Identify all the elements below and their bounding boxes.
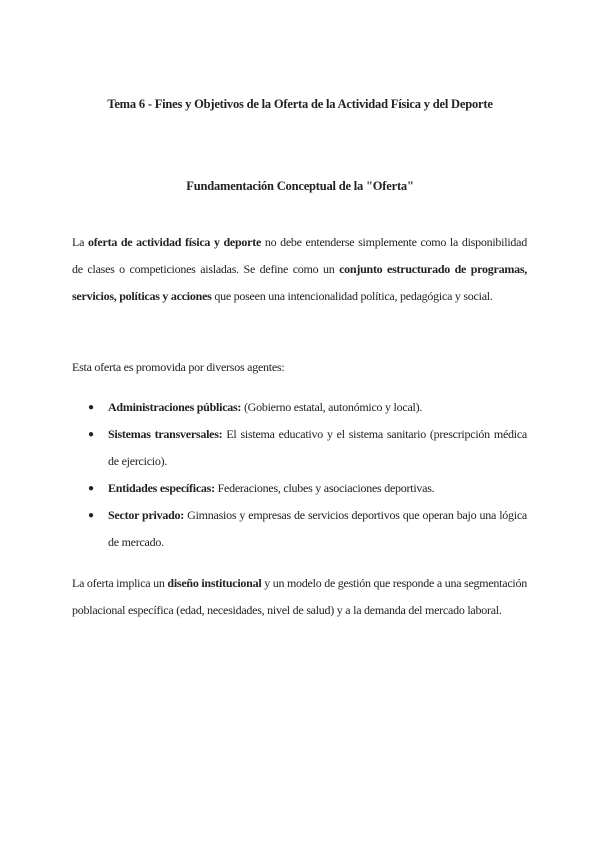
paragraph-text: La bbox=[72, 235, 88, 249]
paragraph-agents-intro: Esta oferta es promovida por diversos agentes: bbox=[72, 360, 285, 374]
paragraph-text: que poseen una intencionalidad política, pedagógica y social. bbox=[211, 289, 493, 303]
list-item-text: (Gobierno estatal, autonómico y local). bbox=[241, 400, 423, 414]
list-item bbox=[72, 421, 527, 475]
paragraph-text: y un modelo de gestión que responde a una segmentación poblacional específica (edad, necesidades, nivel de salud) y a la demanda del mercado laboral. bbox=[72, 576, 527, 617]
list-item bbox=[72, 394, 527, 421]
bullet-icon: ● bbox=[88, 483, 94, 494]
list-item bbox=[72, 502, 527, 556]
paragraph-text: no debe entenderse simplemente como la disponibilidad de clases o competiciones aisladas. Se define como un bbox=[72, 235, 528, 276]
list-item bbox=[72, 475, 527, 502]
document-title: Tema 6 - Fines y Objetivos de la Oferta de la Actividad Física y del Deporte bbox=[107, 97, 493, 111]
bullet-icon: ● bbox=[88, 510, 94, 521]
paragraph-institutional-design bbox=[72, 570, 527, 624]
list-item-text: Federaciones, clubes y asociaciones deportivas. bbox=[214, 481, 435, 495]
list-item-text: El sistema educativo y el sistema sanitario (prescripción médica de ejercicio). bbox=[108, 427, 528, 468]
agents-list bbox=[72, 394, 527, 556]
section-title: Fundamentación Conceptual de la "Oferta" bbox=[186, 179, 414, 193]
list-item-label: Sector privado: bbox=[108, 508, 185, 522]
bullet-icon: ● bbox=[88, 429, 94, 440]
list-item-label: Administraciones públicas: bbox=[108, 400, 242, 414]
list-item-label: Sistemas transversales: bbox=[108, 427, 223, 441]
bold-term: oferta de actividad física y deporte bbox=[87, 235, 262, 249]
list-item-label: Entidades específicas: bbox=[108, 481, 215, 495]
bullet-icon: ● bbox=[88, 402, 94, 413]
bold-term: conjunto estructurado de programas, servicios, políticas y acciones bbox=[72, 262, 528, 303]
paragraph-offer-definition bbox=[72, 229, 527, 310]
paragraph-text: La oferta implica un bbox=[72, 576, 168, 590]
list-item-text: Gimnasios y empresas de servicios deportivos que operan bajo una lógica de mercado. bbox=[108, 508, 528, 549]
bold-term: diseño institucional bbox=[167, 576, 262, 590]
